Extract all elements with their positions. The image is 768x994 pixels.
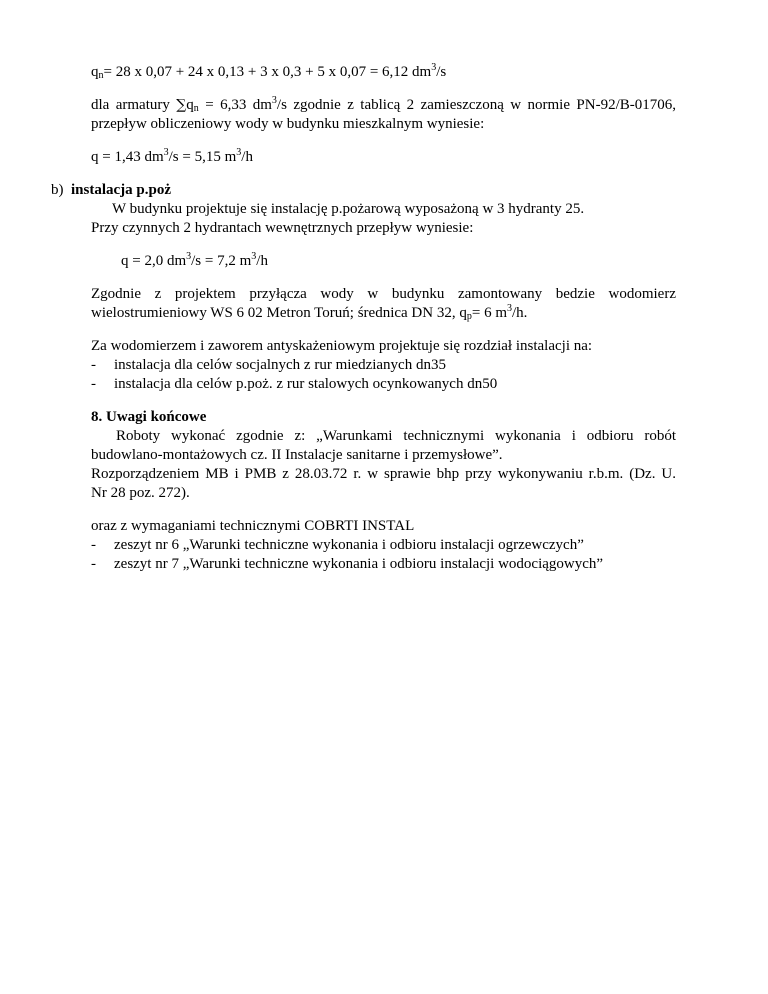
meter-line-1: Zgodnie z projektem przyłącza wody w budynku zamontowany bedzie wodomierz: [91, 286, 676, 302]
qn-equation-text: = 28 x 0,07 + 24 x 0,13 + 3 x 0,3 + 5 x 0,07 = 6,12 dm: [103, 64, 432, 80]
meter-line-2: wielostrumieniowy WS 6 02 Metron Toruń; średnica DN 32, $q_p= 6$ $m^3/h$.: [91, 303, 528, 322]
fittings-line-1: dla armatury $\sum q_n = 6,33$ $dm^3/s$ zgodnie z tablicą 2 zamieszczoną w normie PN-92/B-01706,: [91, 95, 676, 114]
section-8-line-5: oraz z wymaganiami technicznymi COBRTI INSTAL: [91, 518, 415, 534]
qn-unit: /s: [436, 64, 447, 80]
section-b-title: instalacja p.poż: [71, 182, 172, 198]
list-dash: -: [91, 357, 96, 373]
list-item: - instalacja dla celów p.poż. z rur stalowych ocynkowanych dn50: [91, 376, 498, 392]
qn-equation: $q_n= 28$ x 0,07 + 24 x 0,13 + 3 x 0,3 + 5 x 0,07 = 6,12 $dm^3/s$: [91, 62, 447, 81]
list-dash: -: [91, 556, 96, 572]
qn-subscript: n: [98, 70, 104, 81]
qn-superscript: 3: [431, 62, 437, 73]
list-item: - instalacja dla celów socjalnych z rur miedzianych dn35: [91, 357, 446, 373]
sigma-symbol: ∑: [176, 97, 187, 113]
distribution-intro: Za wodomierzem i zaworem antyskażeniowym projektuje się rozdział instalacji na:: [91, 338, 593, 354]
section-8-heading: 8. Uwagi końcowe: [91, 409, 207, 425]
fittings-line-2: przepływ obliczeniowy wody w budynku mieszkalnym wyniesie:: [91, 116, 485, 132]
section-b-line-2: Przy czynnych 2 hydrantach wewnętrznych przepływ wyniesie:: [91, 220, 474, 236]
list-item: - zeszyt nr 7 „Warunki techniczne wykonania i odbioru instalacji wodociągowych”: [91, 556, 604, 572]
hydrant-flow-equation: q = 2,0 $dm^3/s = 7,2$ $m^3/h$: [121, 251, 268, 269]
section-8-line-4: Nr 28 poz. 272).: [91, 485, 190, 501]
q-result-equation: q = 1,43 $dm^3/s = 5,15$ $m^3/h$: [91, 147, 253, 165]
section-b-marker: b): [51, 182, 64, 198]
section-b-heading: [51, 181, 171, 199]
section-8-line-2: budowlano-montażowych cz. II Instalacje sanitarne i przemysłowe”.: [91, 447, 503, 463]
list-dash: -: [91, 376, 96, 392]
list-dash: -: [91, 537, 96, 553]
section-8-line-3: Rozporządzeniem MB i PMB z 28.03.72 r. w sprawie bhp przy wykonywaniu r.b.m. (Dz. U.: [91, 466, 676, 482]
section-8-line-1: Roboty wykonać zgodnie z: „Warunkami technicznymi wykonania i odbioru robót: [116, 428, 676, 444]
list-item: - zeszyt nr 6 „Warunki techniczne wykonania i odbioru instalacji ogrzewczych”: [91, 537, 584, 553]
section-b-line-1: W budynku projektuje się instalację p.pożarową wyposażoną w 3 hydranty 25.: [112, 201, 585, 217]
